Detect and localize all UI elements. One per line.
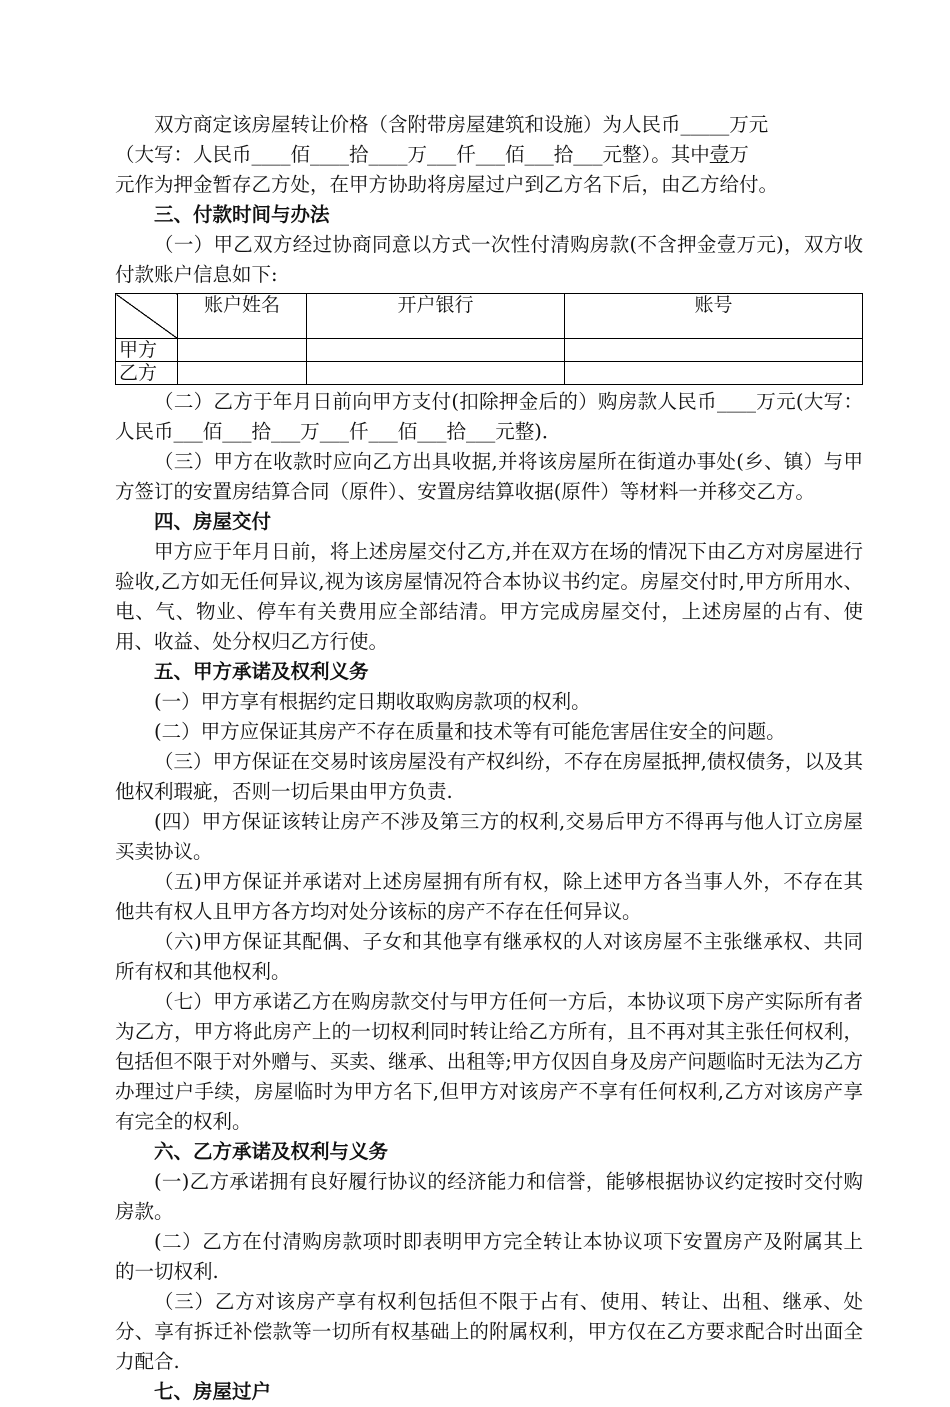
price-line-2-suffix: 万 <box>729 143 749 166</box>
section-6-item-3: （三）乙方对该房产享有权利包括但不限于占有、使用、转让、出租、继承、处分、享有拆迁补偿款等一切所有权基础上的附属权利，甲方仅在乙方要求配合时出面全力配合. <box>115 1290 863 1373</box>
section-5-item-2: (二）甲方应保证其房产不存在质量和技术等有可能危害居住安全的问题。 <box>154 720 786 743</box>
party-a-account-cell <box>565 339 863 362</box>
table-corner-cell <box>116 294 178 339</box>
section-3-para-2: （二）乙方于年月日前向甲方支付(扣除押金后的）购房款人民币____万元(大写：人民币___佰___拾___万___仟___佰___拾___元整)． <box>115 390 863 443</box>
section-6-item-1: (一)乙方承诺拥有良好履行协议的经济能力和信誉，能够根据协议约定按时交付购房款。 <box>115 1170 863 1223</box>
header-account-name: 账户姓名 <box>178 294 307 339</box>
section-6-heading: 六、乙方承诺及权利与义务 <box>154 1140 389 1163</box>
section-4-para-1: 甲方应于年月日前，将上述房屋交付乙方,并在双方在场的情况下由乙方对房屋进行验收,乙方如无任何异议,视为该房屋情况符合本协议书约定。房屋交付时,甲方所用水、电、气、物业、停车有关费用应全部结清。甲方完成房屋交付，上述房屋的占有、使用、收益、处分权归乙方行使。 <box>115 540 863 653</box>
price-line-1: 双方商定该房屋转让价格（含附带房屋建筑和设施）为人民币_____万元 <box>154 113 769 136</box>
section-5-item-1: (一）甲方享有根据约定日期收取购房款项的权利。 <box>154 690 591 713</box>
section-5-heading: 五、甲方承诺及权利义务 <box>154 660 369 683</box>
table-header-row <box>116 294 863 339</box>
deposit-amount: 壹 <box>709 143 730 166</box>
section-3-para-1: （一）甲乙双方经过协商同意以方式一次性付清购房款(不含押金壹万元)，双方收付款账户信息如下: <box>115 233 863 286</box>
party-a-label: 甲方 <box>116 339 178 362</box>
account-info-table <box>115 293 863 385</box>
party-a-bank-cell <box>307 339 565 362</box>
section-5-item-3: （三）甲方保证在交易时该房屋没有产权纠纷，不存在房屋抵押,债权债务，以及其他权利瑕疵，否则一切后果由甲方负责. <box>115 750 863 803</box>
section-5-item-7: （七）甲方承诺乙方在购房款交付与甲方任何一方后，本协议项下房产实际所有者为乙方，甲方将此房产上的一切权利同时转让给乙方所有，且不再对其主张任何权利，包括但不限于对外赠与、买卖、继承、出租等;甲方仅因自身及房产问题临时无法为乙方办理过户手续，房屋临时为甲方名下,但甲方对该房产不享有任何权利,乙方对该房产享有完全的权利。 <box>115 990 863 1133</box>
section-3-para-3: （三）甲方在收款时应向乙方出具收据,并将该房屋所在街道办事处(乡、镇）与甲方签订的安置房结算合同（原件）、安置房结算收据(原件）等材料一并移交乙方。 <box>115 450 863 503</box>
section-3-heading: 三、付款时间与办法 <box>154 203 330 226</box>
contract-page <box>115 110 863 1407</box>
section-6-item-2: (二）乙方在付清购房款项时即表明甲方完全转让本协议项下安置房产及附属其上的一切权利. <box>115 1230 863 1283</box>
party-b-bank-cell <box>307 362 565 385</box>
party-b-name-cell <box>178 362 307 385</box>
section-4-heading: 四、房屋交付 <box>154 510 272 533</box>
price-line-2-prefix: （大写：人民币____佰____拾____万___仟___佰___拾___元整）。其中 <box>115 143 710 166</box>
party-b-label: 乙方 <box>116 362 178 385</box>
header-account-number: 账号 <box>565 294 863 339</box>
party-a-name-cell <box>178 339 307 362</box>
section-5-item-4: (四）甲方保证该转让房产不涉及第三方的权利,交易后甲方不得再与他人订立房屋买卖协议。 <box>115 810 863 863</box>
section-5-item-5: （五)甲方保证并承诺对上述房屋拥有所有权，除上述甲方各当事人外，不存在其他共有权人且甲方各方均对处分该标的房产不存在任何异议。 <box>115 870 863 923</box>
party-b-account-cell <box>565 362 863 385</box>
section-5-item-6: （六)甲方保证其配偶、子女和其他享有继承权的人对该房屋不主张继承权、共同所有权和其他权利。 <box>115 930 863 983</box>
section-7-heading: 七、房屋过户 <box>154 1380 272 1403</box>
table-row <box>116 339 863 362</box>
price-line-3: 元作为押金暂存乙方处，在甲方协助将房屋过户到乙方名下后，由乙方给付。 <box>115 173 779 196</box>
price-paragraph <box>115 110 863 200</box>
table-row <box>116 362 863 385</box>
header-bank: 开户银行 <box>307 294 565 339</box>
